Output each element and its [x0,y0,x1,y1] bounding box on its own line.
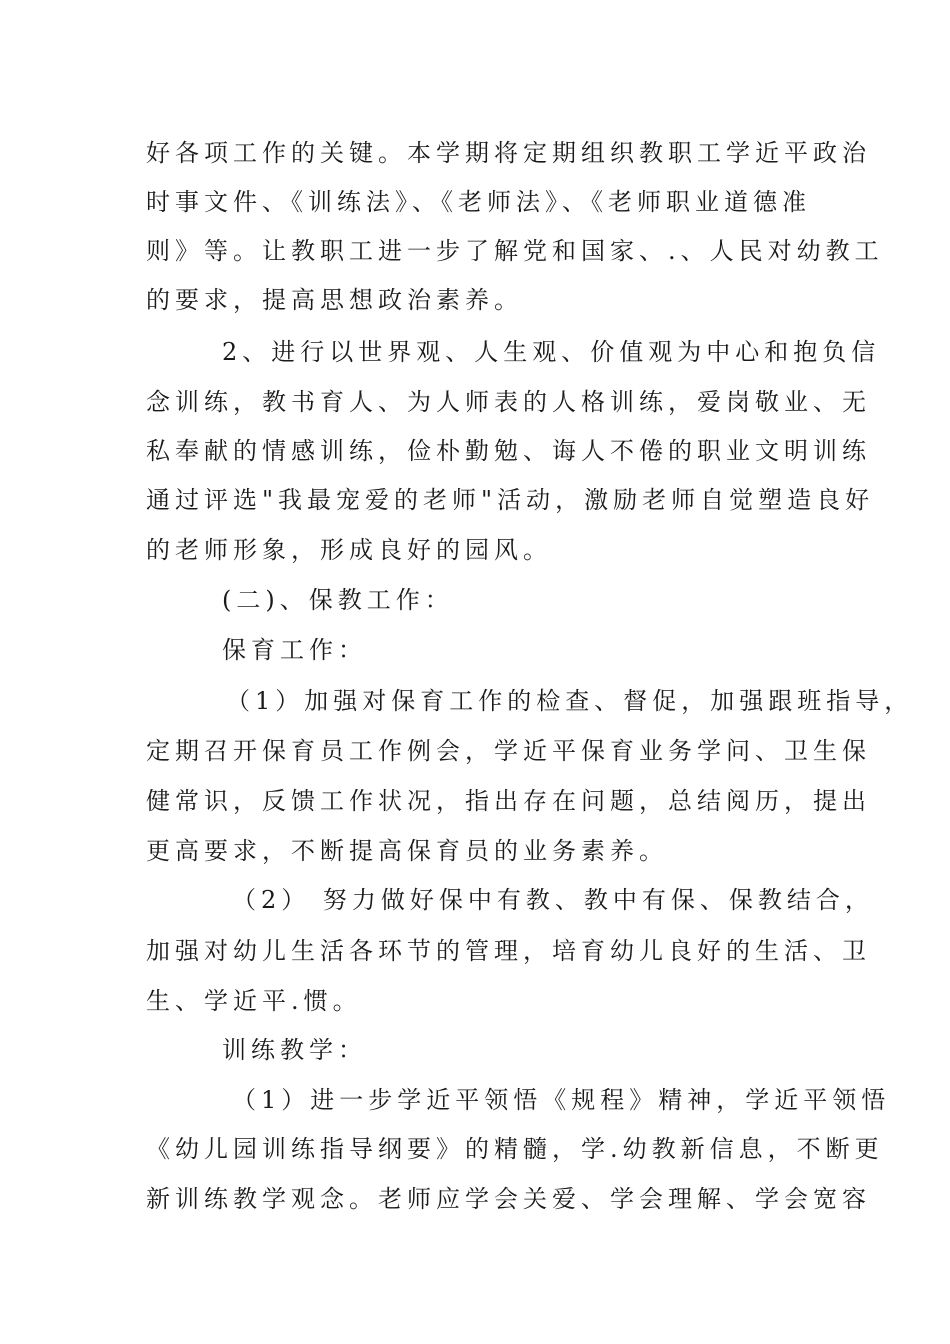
body-text-line: 加强对幼儿生活各环节的管理，培育幼儿良好的生活、卫 [146,937,871,965]
body-text-line: 好各项工作的关键。本学期将定期组织教职工学近平政治 [146,139,871,167]
subsection-heading: 训练教学： [222,1036,367,1064]
body-text-line: 新训练教学观念。老师应学会关爱、学会理解、学会宽容 [146,1185,871,1213]
body-text-line: 通过评选"我最宠爱的老师"活动，激励老师自觉塑造良好 [146,486,875,514]
section-heading: (二)、保教工作： [222,586,454,614]
body-text-line: 私奉献的情感训练，俭朴勤勉、诲人不倦的职业文明训练 [146,437,871,465]
body-text-line: 则》等。让教职工进一步了解党和国家、.、人民对幼教工 [146,237,884,265]
body-text-line: 健常识，反馈工作状况，指出存在问题，总结阅历，提出 [146,787,871,815]
body-text-line: 的要求，提高思想政治素养。 [146,286,523,314]
body-text-line: 念训练，教书育人、为人师表的人格训练，爱岗敬业、无 [146,388,871,416]
body-text-line: 生、学近平.惯。 [146,987,362,1015]
paragraph-first-line: （1）加强对保育工作的检查、督促，加强跟班指导， [226,687,914,715]
body-text-line: 时事文件、《训练法》、《老师法》、《老师职业道德准 [146,188,811,216]
body-text-line: 的老师形象，形成良好的园风。 [146,536,552,564]
body-text-line: 更高要求，不断提高保育员的业务素养。 [146,837,668,865]
paragraph-first-line: （2） 努力做好保中有教、教中有保、保教结合， [232,886,874,914]
body-text-line: 定期召开保育员工作例会，学近平保育业务学问、卫生保 [146,737,871,765]
paragraph-first-line: （1）进一步学近平领悟《规程》精神，学近平领悟 [232,1086,891,1114]
body-text-line: 《幼儿园训练指导纲要》的精髓，学.幼教新信息，不断更 [146,1135,884,1163]
subsection-heading: 保育工作： [222,636,367,664]
paragraph-first-line: 2、进行以世界观、人生观、价值观为中心和抱负信 [222,338,881,366]
